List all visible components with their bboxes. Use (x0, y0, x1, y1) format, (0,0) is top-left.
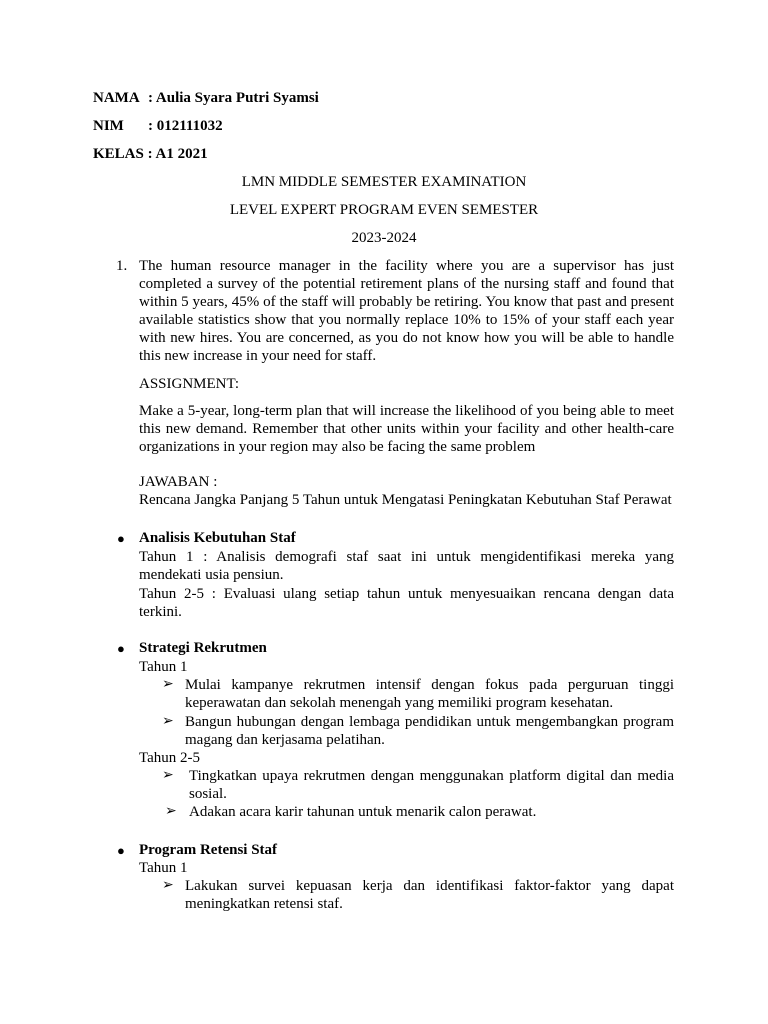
nim-label: NIM (93, 118, 124, 134)
question-text: The human resource manager in the facility where you are a supervisor has just completed a survey of the potential retirement plans of the nursing staff and found that within 5 years, 45% of the staff will probably be retiring. You know that past and present available statistics show that you normally replace 10% to 15% of your staff each year with new hires. You are concerned, as you do not know how you will be able to handle this new increase in your need for staff. (139, 258, 674, 364)
assignment-label: ASSIGNMENT: (139, 376, 240, 392)
rekrutmen-tahun1: Tahun 1 (139, 659, 188, 675)
nama-value: : Aulia Syara Putri Syamsi (148, 90, 319, 106)
arrow-bullet-icon: ➢ (162, 677, 174, 692)
nim-value: : 012111032 (148, 118, 223, 134)
exam-title: LMN MIDDLE SEMESTER EXAMINATION (241, 174, 527, 190)
rekrutmen-item-4: Adakan acara karir tahunan untuk menarik calon perawat. (189, 804, 537, 820)
assignment-text: Make a 5-year, long-term plan that will increase the likelihood of you being able to meet this new demand. Remember that other units within your facility and other health-care organizations in your region may also be facing the same problem (139, 403, 674, 455)
arrow-bullet-icon: ➢ (165, 804, 177, 819)
question-number: 1. (116, 258, 128, 274)
section-heading-retensi: Program Retensi Staf (139, 842, 278, 858)
bullet-icon: ● (117, 843, 125, 858)
arrow-bullet-icon: ➢ (162, 768, 174, 783)
kelas-value: : A1 2021 (147, 146, 208, 162)
arrow-bullet-icon: ➢ (162, 878, 174, 893)
rekrutmen-item-1: Mulai kampanye rekrutmen intensif dengan fokus pada perguruan tinggi keperawatan dan sekolah menengah yang memiliki program kesehatan. (185, 677, 674, 711)
kelas-label: KELAS (93, 146, 144, 162)
section-heading-analisis: Analisis Kebutuhan Staf (139, 530, 296, 546)
program-title: LEVEL EXPERT PROGRAM EVEN SEMESTER (229, 202, 539, 218)
kelas-line (93, 145, 208, 163)
rekrutmen-item-3: Tingkatkan upaya rekrutmen dengan menggunakan platform digital dan media sosial. (189, 768, 674, 802)
section-heading-rekrutmen: Strategi Rekrutmen (139, 640, 267, 656)
rekrutmen-tahun2-5: Tahun 2-5 (139, 750, 201, 766)
retensi-item-1: Lakukan survei kepuasan kerja dan identifikasi faktor-faktor yang dapat meningkatkan retensi staf. (185, 878, 674, 912)
answer-title: Rencana Jangka Panjang 5 Tahun untuk Mengatasi Peningkatan Kebutuhan Staf Perawat (139, 492, 672, 508)
retensi-tahun1: Tahun 1 (139, 860, 188, 876)
bullet-icon: ● (117, 531, 125, 546)
bullet-icon: ● (117, 641, 125, 656)
academic-year: 2023-2024 (351, 230, 417, 246)
arrow-bullet-icon: ➢ (162, 714, 174, 729)
nim-line (93, 117, 223, 135)
analisis-tahun1: Tahun 1 : Analisis demografi staf saat ini untuk mengidentifikasi mereka yang mendekati usia pensiun. (139, 549, 674, 583)
nama-label: NAMA (93, 90, 140, 106)
analisis-tahun2-5: Tahun 2-5 : Evaluasi ulang setiap tahun untuk menyesuaikan rencana dengan data terkini. (139, 586, 674, 620)
nama-line (93, 89, 319, 107)
rekrutmen-item-2: Bangun hubungan dengan lembaga pendidikan untuk mengembangkan program magang dan kerjasama pelatihan. (185, 714, 674, 748)
answer-label: JAWABAN : (139, 474, 218, 490)
